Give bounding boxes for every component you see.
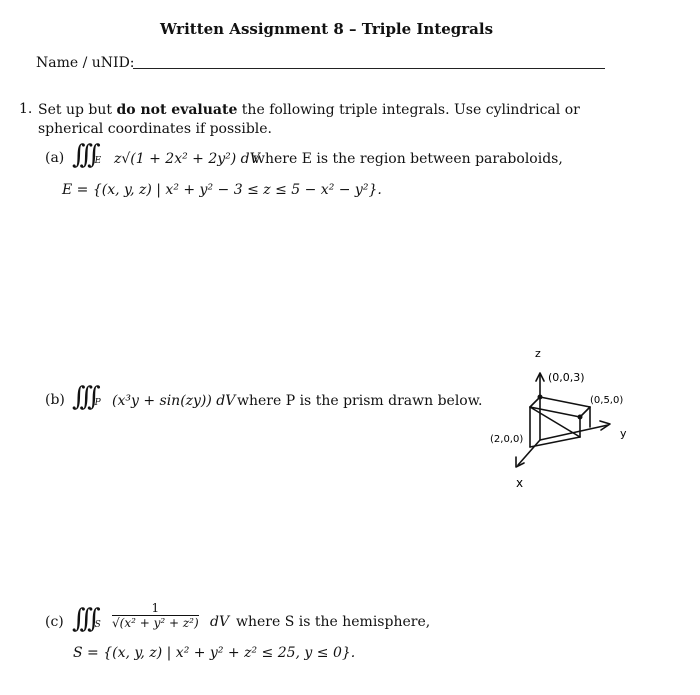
part-a-integral	[72, 140, 101, 170]
vertex-dot-top	[538, 395, 543, 400]
part-c-integral	[72, 604, 101, 634]
part-c-dv: dV	[210, 614, 230, 630]
intro-text-1: Set up but	[38, 102, 117, 118]
region-subscript-c: S	[94, 620, 101, 630]
part-c-text: where S is the hemisphere,	[236, 614, 431, 630]
question-number: 1.	[19, 101, 33, 117]
triple-integral-sign-c: ∫∫∫	[72, 604, 95, 634]
prism-sketch	[480, 345, 640, 495]
fraction-numerator: 1	[112, 601, 199, 616]
part-a-region-set: E = {(x, y, z) | x² + y² − 3 ≤ z ≤ 5 − x² − y²}.	[62, 182, 382, 198]
name-label: Name / uNID:	[36, 55, 135, 71]
part-a-label: (a)	[45, 150, 65, 166]
vertex-dot-right	[578, 415, 583, 420]
x-axis-label: x	[516, 476, 524, 490]
part-b-text: where P is the prism drawn below.	[237, 393, 483, 409]
integrand-fraction	[112, 601, 199, 630]
part-b-integrand: (x³y + sin(zy)) dV	[112, 393, 236, 409]
intro-bold-text: do not evaluate	[116, 102, 238, 118]
assignment-title: Written Assignment 8 – Triple Integrals	[160, 20, 494, 38]
prism-edge-top-back	[540, 397, 590, 407]
part-c-fraction	[112, 601, 199, 630]
y-axis-label: y	[620, 427, 627, 440]
region-subscript-b: P	[94, 398, 101, 408]
fraction-denominator: √(x² + y² + z²)	[112, 616, 199, 630]
intro-text-2: the following triple integrals. Use cylindrical or spherical coordinates if possible.	[38, 102, 580, 137]
point-y-label: (0,5,0)	[590, 395, 624, 406]
triple-integral-sign-b: ∫∫∫	[72, 382, 95, 412]
triple-integral-sign-a: ∫∫∫	[72, 140, 95, 170]
name-underline[interactable]	[133, 68, 605, 69]
part-b-label: (b)	[45, 392, 65, 408]
question-intro	[38, 101, 638, 139]
z-axis-label: z	[535, 347, 541, 360]
point-x-label: (2,0,0)	[490, 434, 524, 445]
part-c-region-set: S = {(x, y, z) | x² + y² + z² ≤ 25, y ≤ 0}.	[73, 645, 356, 661]
part-a-integrand: z√(1 + 2x² + 2y²) dV	[114, 151, 260, 167]
part-c-label: (c)	[45, 614, 64, 630]
part-a-text: where E is the region between paraboloids,	[253, 151, 563, 167]
part-b-integral	[72, 382, 101, 412]
point-z-label: (0,0,3)	[548, 371, 585, 384]
region-subscript-a: E	[94, 156, 102, 166]
